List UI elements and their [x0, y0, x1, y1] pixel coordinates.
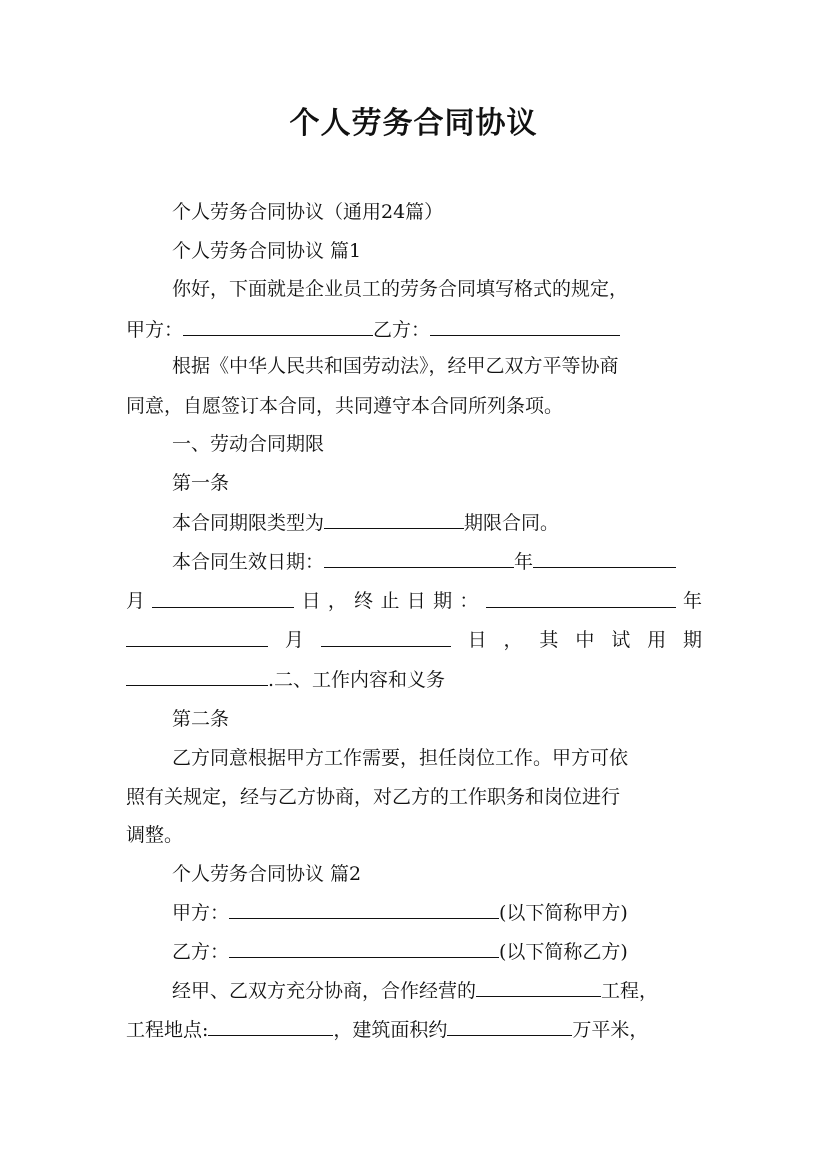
char: 期: [682, 629, 702, 651]
paragraph-line: 照有关规定，经与乙方协商，对乙方的工作职务和岗位进行: [126, 786, 621, 808]
party-b-note: (以下简称乙方): [499, 941, 628, 963]
party-a-name-blank[interactable]: [229, 899, 499, 919]
party-b-line: [126, 938, 702, 964]
party-line: [126, 316, 702, 342]
effective-day-blank[interactable]: [152, 588, 294, 608]
paragraph-line: 调整。: [126, 824, 184, 846]
contract-type-blank[interactable]: [324, 509, 464, 529]
contract-type-line: [126, 509, 702, 535]
probation-line: [126, 627, 702, 653]
clause-heading: 一、劳动合同期限: [172, 433, 325, 455]
clause-heading: .二、工作内容和义务: [268, 669, 446, 691]
comma: ，: [327, 590, 347, 612]
comma: ，: [503, 629, 523, 651]
party-a-label: 甲方：: [126, 319, 184, 341]
char: 止: [380, 590, 400, 612]
area-unit: 万平米，: [572, 1019, 649, 1041]
end-month-blank[interactable]: [126, 627, 268, 647]
party-b-blank[interactable]: [430, 316, 620, 336]
project-label: 经甲、乙双方充分协商，合作经营的: [172, 980, 477, 1002]
char: 试: [611, 629, 631, 651]
char: 中: [575, 629, 595, 651]
project-suffix: 工程，: [601, 980, 659, 1002]
party-a-note: (以下简称甲方): [499, 902, 628, 924]
char: 期: [433, 590, 453, 612]
year-label: 年: [514, 551, 534, 573]
effective-date-line: [126, 548, 702, 574]
probation-continuation: [126, 666, 702, 692]
char: 用: [647, 629, 667, 651]
party-b-label: 乙方：: [172, 941, 230, 963]
area-label: ，建筑面积约: [333, 1019, 448, 1041]
probation-blank[interactable]: [126, 666, 268, 686]
article-label: 第一条: [172, 472, 230, 494]
project-line: [126, 977, 702, 1003]
paragraph-line: 乙方同意根据甲方工作需要，担任岗位工作。甲方可依: [172, 747, 629, 769]
paragraph-line: 同意，自愿签订本合同，共同遵守本合同所列条项。: [126, 395, 564, 417]
location-label: 工程地点:: [126, 1019, 209, 1041]
party-b-label: 乙方：: [373, 319, 431, 341]
char: 终: [354, 590, 374, 612]
day-label: 日: [467, 629, 487, 651]
area-blank[interactable]: [447, 1016, 572, 1036]
month-label: 月: [126, 590, 146, 612]
section-heading-2: 个人劳务合同协议 篇2: [172, 863, 362, 885]
effective-date-label: 本合同生效日期：: [172, 551, 325, 573]
project-name-blank[interactable]: [476, 977, 601, 997]
article-label: 第二条: [172, 708, 230, 730]
document-title: 个人劳务合同协议: [289, 106, 538, 141]
paragraph-line: 根据《中华人民共和国劳动法》，经甲乙双方平等协商: [172, 355, 619, 377]
effective-year-blank[interactable]: [324, 548, 514, 568]
end-day-blank[interactable]: [321, 627, 451, 647]
day-label: 日: [301, 590, 321, 612]
party-a-label: 甲方：: [172, 902, 230, 924]
party-a-blank[interactable]: [183, 316, 373, 336]
year-label: 年: [682, 590, 702, 612]
contract-type-label: 本合同期限类型为: [172, 512, 325, 534]
char: 日: [406, 590, 426, 612]
month-label: 月: [284, 629, 304, 651]
effective-month-blank[interactable]: [533, 548, 676, 568]
char: 其: [539, 629, 559, 651]
project-location-line: [126, 1016, 702, 1042]
subtitle-line: 个人劳务合同协议（通用24篇）: [172, 201, 444, 223]
end-date-line: [126, 588, 702, 614]
party-b-name-blank[interactable]: [229, 938, 499, 958]
end-year-blank[interactable]: [486, 588, 676, 608]
party-a-line: [126, 899, 702, 925]
location-blank[interactable]: [208, 1016, 333, 1036]
colon: ：: [459, 590, 479, 612]
paragraph-line: 你好，下面就是企业员工的劳务合同填写格式的规定，: [172, 278, 629, 300]
section-heading-1: 个人劳务合同协议 篇1: [172, 240, 362, 262]
contract-type-suffix: 期限合同。: [464, 512, 560, 534]
